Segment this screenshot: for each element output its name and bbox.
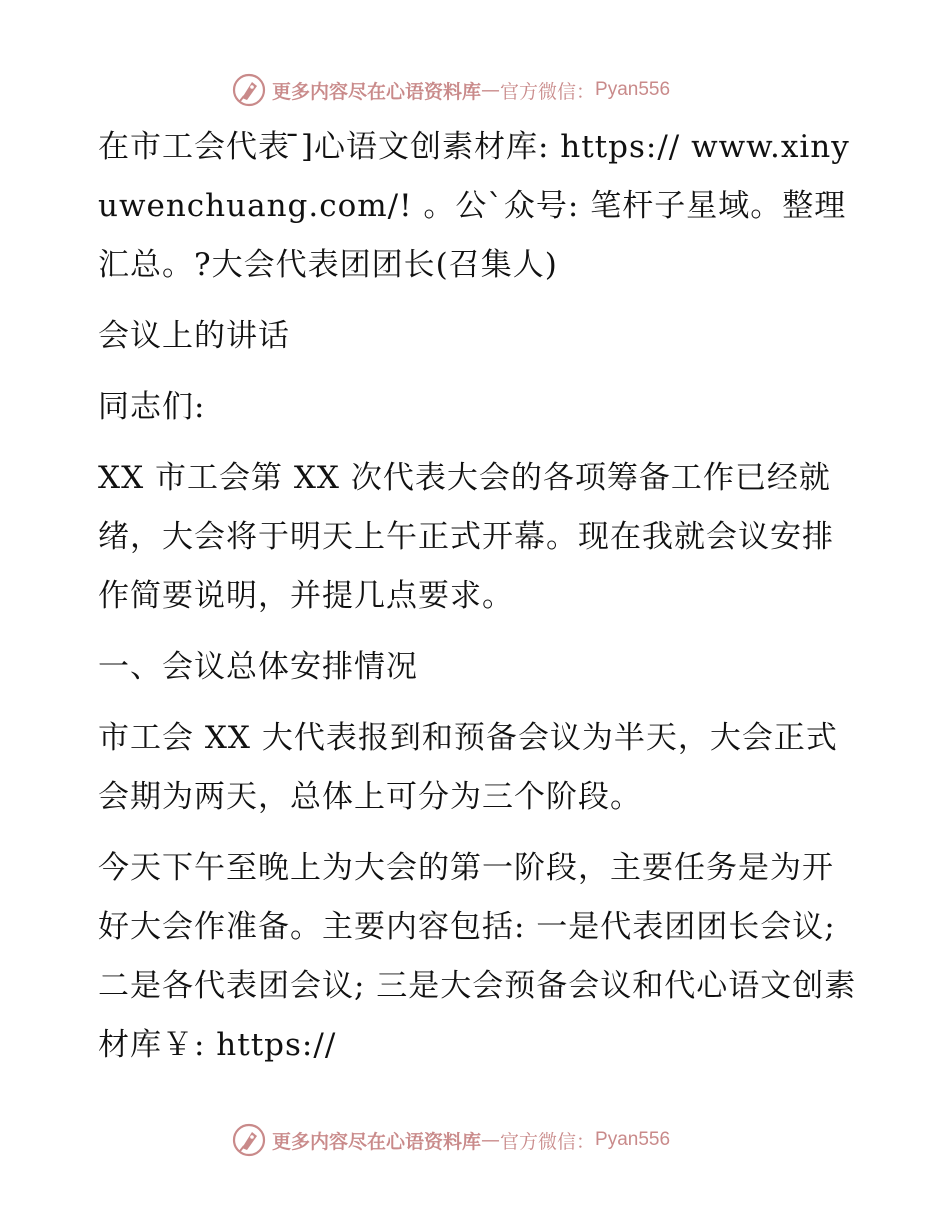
paragraph-opening: XX 市工会第 XX 次代表大会的各项筹备工作已经就绪，大会将于明天上午正式开幕。现在我就会议安排作简要说明，并提几点要求。 [98, 460, 834, 614]
banner-wechat-label: 官方微信： [500, 80, 596, 103]
pen-nib-logo [232, 73, 266, 107]
banner-wechat-id: Pyan556 [595, 79, 671, 100]
banner-dash: — [481, 1129, 501, 1151]
banner-wechat-id: Pyan556 [595, 1129, 671, 1150]
footer-watermark [232, 1122, 752, 1158]
header-watermark [232, 72, 752, 108]
document-body [98, 118, 858, 1087]
banner-wechat-label: 官方微信： [500, 1130, 596, 1153]
banner-main-text: 更多内容尽在心语资料库 [272, 80, 482, 103]
paragraph-phase-one: 今天下午至晚上为大会的第一阶段，主要任务是为开好大会作准备。主要内容包括: 一是代表团团长会议; 二是各代表团会议; 三是大会预备会议和代心语文创素材库￥: https:// [98, 850, 857, 1063]
pen-nib-logo [232, 1123, 266, 1157]
paragraph-schedule: 市工会 XX 大代表报到和预备会议为半天，大会正式会期为两天，总体上可分为三个阶段。 [98, 720, 838, 815]
banner-dash: — [481, 79, 501, 101]
paragraph-salutation: 同志们: [98, 389, 206, 425]
paragraph-speech-title: 会议上的讲话 [98, 318, 290, 354]
paragraph-intro: 在市工会代表 ̄]心语文创素材库: https:// www.xinyuwenchuang.com/! 。公`众号: 笔杆子星域。整理汇总。?大会代表团团长(召集人) [98, 129, 850, 283]
paragraph-section-heading: 一、会议总体安排情况 [98, 649, 418, 685]
banner-main-text: 更多内容尽在心语资料库 [272, 1130, 482, 1153]
